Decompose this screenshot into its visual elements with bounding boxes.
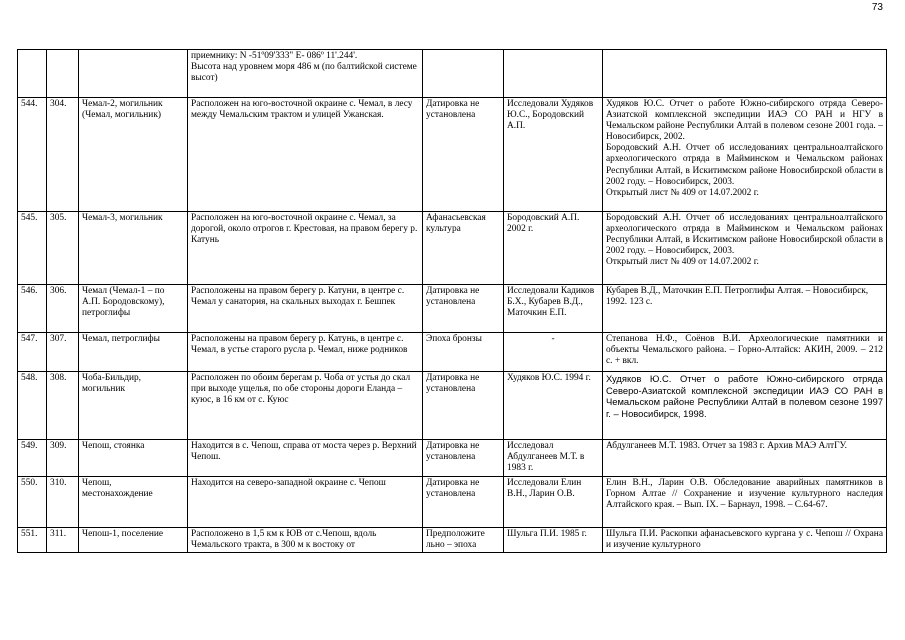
registry-number: 305. — [47, 212, 79, 285]
registry-number: 308. — [47, 372, 79, 440]
monument-location: Находится в с. Чепош, справа от моста через р. Верхний Чепош. — [188, 440, 423, 477]
monument-researchers: Исследовали Елин В.Н., Ларин О.В. — [504, 477, 603, 528]
monument-literature: Кубарев В.Д., Маточкин Е.П. Петроглифы Алтая. – Новосибирск, 1992. 123 с. — [603, 285, 887, 333]
monument-dating: Датировка не установлена — [423, 440, 504, 477]
monument-researchers: Исследовали Кадиков Б.Х., Кубарев В.Д., Маточкин Е.П. — [504, 285, 603, 333]
row-number: 545. — [18, 212, 47, 285]
monument-literature — [603, 50, 887, 98]
monument-researchers: Шульга П.И. 1985 г. — [504, 528, 603, 553]
registry-number: 307. — [47, 333, 79, 372]
table-row — [18, 212, 887, 285]
monument-researchers: Исследовал Абдулганеев М.Т. в 1983 г. — [504, 440, 603, 477]
monument-literature: Худяков Ю.С. Отчет о работе Южно-сибирского отряда Северо-Азиатской комплексной экспедиции ИАЭ СО РАН в Чемальском районе Республики Алтай в полевом сезоне 1997 г. – Новосибирск, 1998. — [603, 372, 887, 440]
registry-number: 311. — [47, 528, 79, 553]
row-number: 549. — [18, 440, 47, 477]
registry-number: 304. — [47, 98, 79, 212]
table-row — [18, 528, 887, 553]
registry-number: 310. — [47, 477, 79, 528]
table-row — [18, 372, 887, 440]
monument-location: Расположены на правом берегу р. Катунь, в центре с. Чемал, в устье старого русла р. Чемал, ниже родников — [188, 333, 423, 372]
monument-location: Расположены на правом берегу р. Катуни, в центре с. Чемал у санатория, на скальных выходах г. Бешпек — [188, 285, 423, 333]
monument-dating: Предположите льно – эпоха — [423, 528, 504, 553]
monument-name: Чемал (Чемал-1 – по А.П. Бородовскому), петроглифы — [79, 285, 188, 333]
monument-location: Расположен на юго-восточной окраине с. Чемал, за дорогой, около отрогов г. Крестовая, на правом берегу р. Катунь — [188, 212, 423, 285]
monuments-table — [17, 49, 887, 553]
table-row — [18, 333, 887, 372]
monument-literature: Абдулганеев М.Т. 1983. Отчет за 1983 г. Архив МАЭ АлтГУ. — [603, 440, 887, 477]
monument-dating: Датировка не установлена — [423, 477, 504, 528]
monument-location: Расположено в 1,5 км к ЮВ от с.Чепош, вдоль Чемальского тракта, в 300 м к востоку от — [188, 528, 423, 553]
monument-location: Расположен по обоим берегам р. Чоба от устья до скал при выходе ущелья, по обе стороны дороги Еланда – куюс, в 16 км от с. Куюс — [188, 372, 423, 440]
monument-name: Чепош, стоянка — [79, 440, 188, 477]
monument-literature: Степанова Н.Ф., Соёнов В.И. Археологические памятники и объекты Чемальского района. – Горно-Алтайск: АКИН, 2009. – 212 с. + вкл. — [603, 333, 887, 372]
table-row — [18, 477, 887, 528]
monument-dating — [423, 50, 504, 98]
monument-dating: Датировка не установлена — [423, 98, 504, 212]
monument-researchers — [504, 50, 603, 98]
table-row — [18, 98, 887, 212]
monument-researchers: Бородовский А.П. 2002 г. — [504, 212, 603, 285]
registry-number: 306. — [47, 285, 79, 333]
monument-name: Чепош-1, поселение — [79, 528, 188, 553]
monument-name: Чоба-Бильдир, могильник — [79, 372, 188, 440]
monument-name — [79, 50, 188, 98]
registry-number — [47, 50, 79, 98]
row-number: 547. — [18, 333, 47, 372]
table-row — [18, 50, 887, 98]
monument-literature: Шульга П.И. Раскопки афанасьевского кургана у с. Чепош // Охрана и изучение культурного — [603, 528, 887, 553]
monument-researchers: Исследовали Худяков Ю.С., Бородовский А.П. — [504, 98, 603, 212]
monument-literature: Худяков Ю.С. Отчет о работе Южно-сибирского отряда Северо-Азиатской комплексной экспедиции ИАЭ СО РАН и НГУ в Чемальском районе Республики Алтай в полевом сезоне 2001 года. – Новосибирск, 2002. Бородовский А.Н. Отчет об исследованиях центральноалтайского археологического отряда в Майминском и Чемальском районах Республики Алтай, в Искитимском районе Новосибирской области в 2002 году. – Новосибирск, 2003. Открытый лист № 409 от 14.07.2002 г. — [603, 98, 887, 212]
monument-researchers: Худяков Ю.С. 1994 г. — [504, 372, 603, 440]
row-number — [18, 50, 47, 98]
location-text: приемнику: N -51º09'333" E- 086º 11'.244'. Высота над уровнем моря 486 м (по балтийской системе высот) — [191, 51, 417, 84]
monument-name: Чемал-3, могильник — [79, 212, 188, 285]
monument-dating: Датировка не установлена — [423, 372, 504, 440]
monument-name: Чемал-2, могильник (Чемал, могильник) — [79, 98, 188, 212]
monument-dating: Эпоха бронзы — [423, 333, 504, 372]
monument-dating: Датировка не установлена — [423, 285, 504, 333]
page-number: 73 — [871, 2, 883, 13]
monument-dating: Афанасьевская культура — [423, 212, 504, 285]
row-number: 546. — [18, 285, 47, 333]
table-row — [18, 285, 887, 333]
monument-researchers: - — [504, 333, 603, 372]
monument-literature: Бородовский А.Н. Отчет об исследованиях центральноалтайского археологического отряда в Майминском и Чемальском районах Республики Алтай, в Искитимском районе Новосибирской области в 2002 году. – Новосибирск, 2003. Открытый лист № 409 от 14.07.2002 г. — [603, 212, 887, 285]
monument-name: Чепош, местонахождение — [79, 477, 188, 528]
table-row — [18, 440, 887, 477]
row-number: 550. — [18, 477, 47, 528]
row-number: 551. — [18, 528, 47, 553]
monument-location — [188, 50, 423, 98]
monument-literature: Елин В.Н., Ларин О.В. Обследование аварийных памятников в Горном Алтае // Сохранение и изучение культурного наследия Алтайского края. – Вып. IX. – Барнаул, 1998. – С.64-67. — [603, 477, 887, 528]
row-number: 548. — [18, 372, 47, 440]
monument-name: Чемал, петроглифы — [79, 333, 188, 372]
monument-location: Находится на северо-западной окраине с. Чепош — [188, 477, 423, 528]
monument-location: Расположен на юго-восточной окраине с. Чемал, в лесу между Чемальским трактом и улицей Ужанская. — [188, 98, 423, 212]
registry-number: 309. — [47, 440, 79, 477]
row-number: 544. — [18, 98, 47, 212]
